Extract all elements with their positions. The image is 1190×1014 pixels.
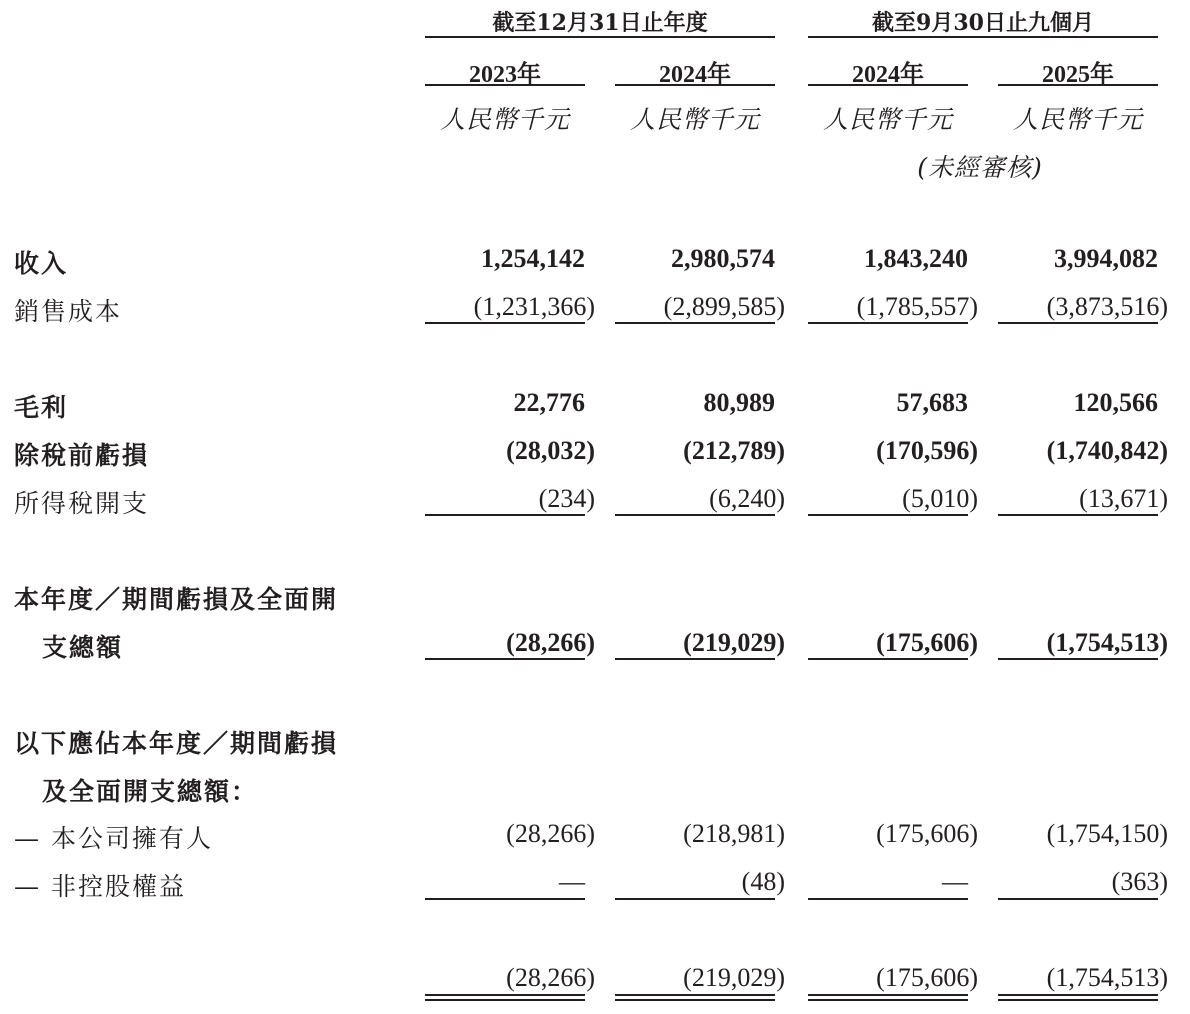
income-tax-2025-nine-months: (13,671) [1079,484,1168,513]
loss-before-tax-2023: (28,032) [506,436,595,465]
subtotal-rule [998,898,1158,900]
subtotal-rule [998,514,1158,516]
subtotal-rule [615,898,775,900]
loss-before-tax-2024-nine-months: (170,596) [876,436,978,465]
double-underline [425,994,585,1001]
gross-profit-2024: 80,989 [703,388,775,417]
revenue-2024-nine-months: 1,843,240 [864,244,968,273]
nci-2023: — [559,867,585,896]
income-tax-2023: (234) [538,484,595,513]
unit-label: 人民幣千元 [1012,105,1143,134]
owners-2025-nine-months: (1,754,150) [1046,819,1168,848]
cost-of-sales-2023: (1,231,366) [473,292,595,321]
gross-profit-2025-nine-months: 120,566 [1073,388,1158,417]
total-rule [808,658,968,660]
grand-total-2023: (28,266) [506,963,595,992]
year-header-rule [998,84,1158,86]
row-label-income-tax: 所得稅開支 [14,489,150,518]
row-label-revenue: 收入 [14,249,69,278]
double-underline [615,994,775,1001]
total-loss-2024-nine-months: (175,606) [876,628,978,657]
gross-profit-2023: 22,776 [513,388,585,417]
subtotal-rule [808,514,968,516]
income-tax-2024-nine-months: (5,010) [902,484,978,513]
nci-2025-nine-months: (363) [1111,867,1168,896]
double-underline [808,994,968,1001]
revenue-2024: 2,980,574 [671,244,775,273]
group-header-nine-months: 截至9月30日止九個月 [872,10,1094,36]
gross-profit-2024-nine-months: 57,683 [896,388,968,417]
total-rule [615,658,775,660]
total-loss-2023: (28,266) [506,628,595,657]
year-header-rule [425,84,585,86]
total-rule [998,658,1158,660]
cost-of-sales-2024: (2,899,585) [663,292,785,321]
subtotal-rule [615,514,775,516]
row-label-loss-before-tax: 除稅前虧損 [14,441,150,470]
owners-2024: (218,981) [683,819,785,848]
loss-before-tax-2024: (212,789) [683,436,785,465]
year-header-2025: 2025年 [1042,62,1114,88]
year-header-2024: 2024年 [659,62,731,88]
nci-2024: (48) [741,867,785,896]
subtotal-rule [425,322,585,324]
total-loss-2024: (219,029) [683,628,785,657]
subtotal-rule [425,514,585,516]
double-underline [998,994,1158,1001]
subtotal-rule [808,322,968,324]
group-header-rule [808,36,1158,38]
grand-total-2024-nine-months: (175,606) [876,963,978,992]
unit-label: 人民幣千元 [629,105,760,134]
revenue-2023: 1,254,142 [481,244,585,273]
subtotal-rule [615,322,775,324]
loss-before-tax-2025-nine-months: (1,740,842) [1046,436,1168,465]
revenue-2025-nine-months: 3,994,082 [1054,244,1158,273]
owners-2024-nine-months: (175,606) [876,819,978,848]
year-header-2024-nine-months: 2024年 [852,62,924,88]
row-label-non-controlling-interests: — 非控股權益 [14,872,186,901]
subtotal-rule [998,322,1158,324]
income-tax-2024: (6,240) [709,484,785,513]
total-rule [425,658,585,660]
cost-of-sales-2025-nine-months: (3,873,516) [1046,292,1168,321]
unaudited-note: (未經審核) [917,153,1043,182]
year-header-rule [808,84,968,86]
year-header-rule [615,84,775,86]
group-header-full-year: 截至12月31日止年度 [492,10,708,36]
unit-label: 人民幣千元 [439,105,570,134]
row-label-cost-of-sales: 銷售成本 [14,297,123,326]
row-label-total-loss-line1: 本年度／期間虧損及全面開 [14,585,339,614]
grand-total-2024: (219,029) [683,963,785,992]
group-header-rule [425,36,775,38]
cost-of-sales-2024-nine-months: (1,785,557) [856,292,978,321]
subtotal-rule [808,898,968,900]
year-header-2023: 2023年 [469,62,541,88]
nci-2024-nine-months: — [942,867,968,896]
row-label-gross-profit: 毛利 [14,393,69,422]
grand-total-2025-nine-months: (1,754,513) [1046,963,1168,992]
row-label-total-loss-line2: 支總額 [42,633,124,662]
row-label-attributable-line1: 以下應佔本年度／期間虧損 [14,729,339,758]
subtotal-rule [425,898,585,900]
total-loss-2025-nine-months: (1,754,513) [1046,628,1168,657]
unit-label: 人民幣千元 [822,105,953,134]
row-label-attributable-line2: 及全面開支總額： [42,777,259,806]
owners-2023: (28,266) [506,819,595,848]
row-label-owners: — 本公司擁有人 [14,824,213,853]
